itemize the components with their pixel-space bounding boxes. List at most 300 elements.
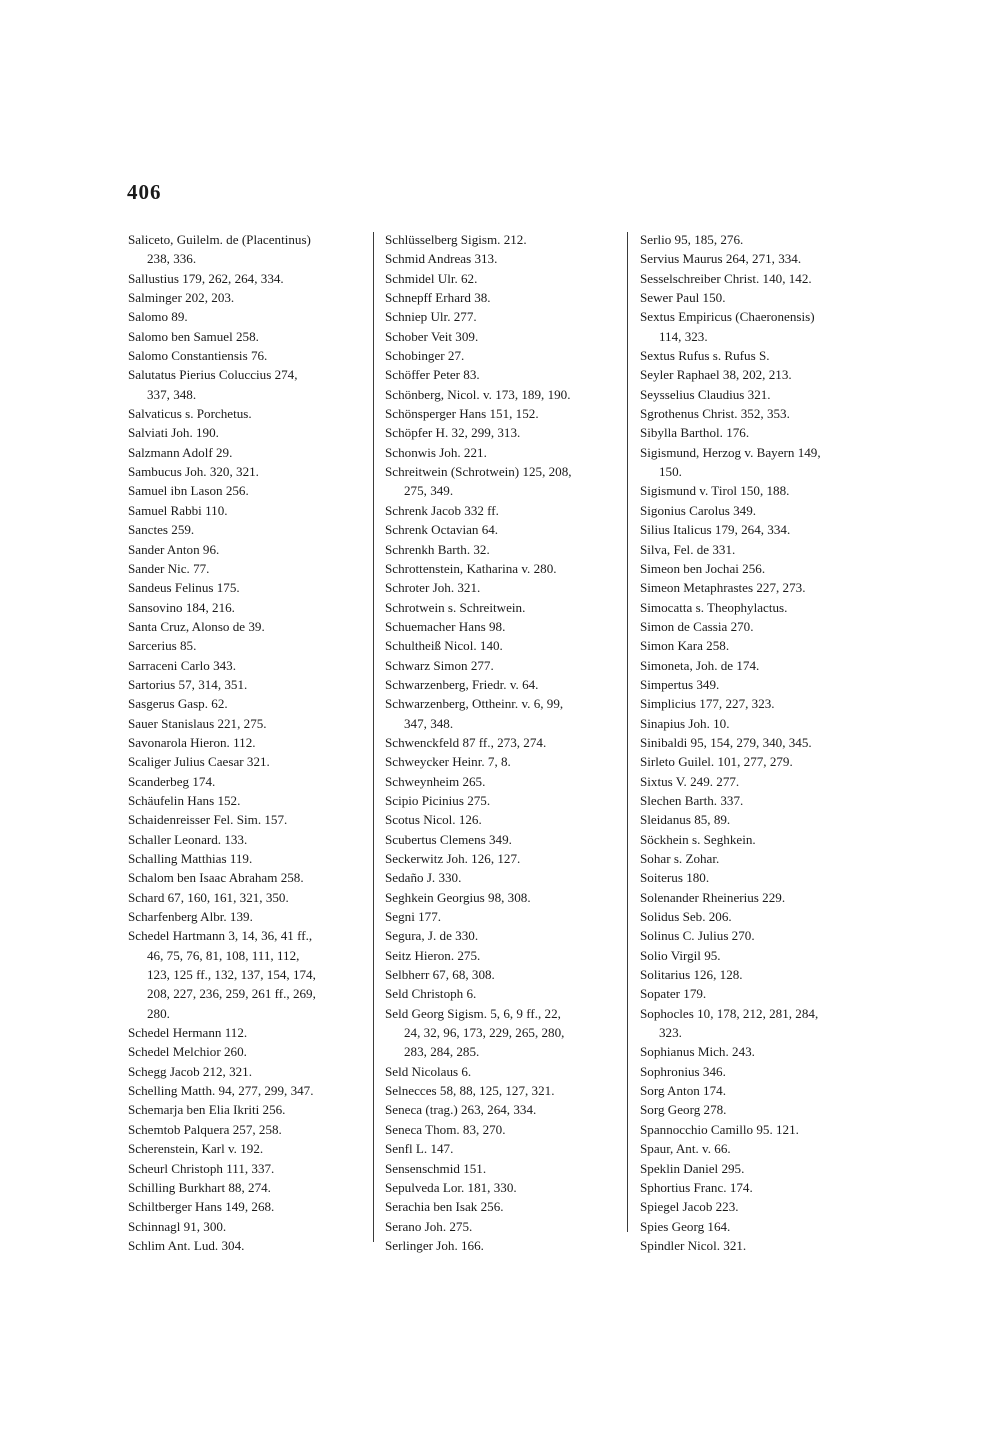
index-entry-text: Schelling Matth. 94, 277, 299, 347. (128, 1083, 314, 1099)
index-entry (640, 636, 885, 655)
index-entry (385, 849, 625, 868)
index-entry (385, 288, 625, 307)
index-entry (385, 1236, 625, 1255)
index-entry-continuation: 24, 32, 96, 173, 229, 265, 280, (404, 1025, 565, 1041)
index-entry-text: Seghkein Georgius 98, 308. (385, 889, 531, 905)
index-entry (385, 307, 625, 326)
index-entry-continuation: 123, 125 ff., 132, 137, 154, 174, (147, 967, 316, 983)
index-entry-text: Solenander Rheinerius 229. (640, 889, 786, 905)
index-entry-text: Sarraceni Carlo 343. (128, 657, 236, 673)
index-entry-text: Servius Maurus 264, 271, 334. (640, 251, 802, 267)
index-entry (640, 810, 885, 829)
index-entry-text: Solio Virgil 95. (640, 947, 721, 963)
index-entry-text: Scaliger Julius Caesar 321. (128, 754, 270, 770)
index-entry (385, 965, 625, 984)
index-entry (128, 830, 373, 849)
index-entry (128, 423, 373, 442)
index-entry-text: Savonarola Hieron. 112. (128, 734, 256, 750)
index-entry-text: Schnepff Erhard 38. (385, 290, 491, 306)
index-entry (128, 907, 373, 926)
index-entry-text: Söckhein s. Seghkein. (640, 831, 756, 847)
index-entry-continuation: 208, 227, 236, 259, 261 ff., 269, (147, 986, 316, 1002)
index-entry-text: Schiltberger Hans 149, 268. (128, 1199, 275, 1215)
index-entry-text: Schroter Joh. 321. (385, 580, 481, 596)
index-entry-text: Schard 67, 160, 161, 321, 350. (128, 889, 289, 905)
index-entry (385, 385, 625, 404)
index-entry-text: Schemarja ben Elia Ikriti 256. (128, 1102, 286, 1118)
index-entry-text: Spindler Nicol. 321. (640, 1237, 747, 1253)
index-entry (640, 1236, 885, 1255)
index-entry (385, 1081, 625, 1100)
index-entry (385, 346, 625, 365)
index-entry (385, 617, 625, 636)
index-entry-text: Sansovino 184, 216. (128, 599, 235, 615)
index-entry (640, 830, 885, 849)
index-entry-text: Schrenkh Barth. 32. (385, 541, 490, 557)
index-entry-text: Schäufelin Hans 152. (128, 792, 241, 808)
index-entry (385, 1159, 625, 1178)
index-entry (385, 269, 625, 288)
index-entry (128, 540, 373, 559)
index-entry-text: Seneca Thom. 83, 270. (385, 1121, 506, 1137)
index-entry (128, 1120, 373, 1139)
index-entry (128, 714, 373, 733)
index-entry (128, 926, 373, 1023)
index-entry (640, 365, 885, 384)
index-entry-text: Schrotwein s. Schreitwein. (385, 599, 526, 615)
index-entry (128, 1159, 373, 1178)
index-entry-text: Sophocles 10, 178, 212, 281, 284, (640, 1005, 819, 1021)
index-entry (640, 269, 885, 288)
index-entry-text: Schilling Burkhart 88, 274. (128, 1179, 271, 1195)
index-entry-continuation: 283, 284, 285. (404, 1044, 480, 1060)
index-entry (128, 481, 373, 500)
index-entry-text: Simon Kara 258. (640, 638, 730, 654)
index-entry (128, 443, 373, 462)
index-entry-text: Sohar s. Zohar. (640, 851, 720, 866)
index-entry-text: Samuel Rabbi 110. (128, 502, 228, 518)
index-entry-text: Sensenschmid 151. (385, 1160, 487, 1176)
index-entry-text: Schonwis Joh. 221. (385, 444, 487, 460)
index-entry-text: Sleidanus 85, 89. (640, 812, 731, 828)
index-entry (640, 675, 885, 694)
index-entry (640, 1042, 885, 1061)
index-entry-text: Sopater 179. (640, 986, 707, 1002)
index-entry (128, 501, 373, 520)
index-entry-text: Simpertus 349. (640, 676, 720, 692)
index-entry (385, 230, 625, 249)
index-entry-text: Schweycker Heinr. 7, 8. (385, 754, 511, 770)
index-entry-text: Seld Nicolaus 6. (385, 1063, 472, 1079)
index-entry (385, 1139, 625, 1158)
index-entry (385, 694, 625, 733)
index-entry (640, 907, 885, 926)
index-entry-text: Serlio 95, 185, 276. (640, 232, 744, 247)
index-entry-continuation: 275, 349. (404, 483, 454, 499)
index-entry (128, 307, 373, 326)
index-entry-text: Schober Veit 309. (385, 328, 479, 344)
index-entry-text: Schmid Andreas 313. (385, 251, 498, 267)
index-entry-text: Schwenckfeld 87 ff., 273, 274. (385, 734, 547, 750)
index-entry-text: Spannocchio Camillo 95. 121. (640, 1121, 799, 1137)
index-entry-text: Schaller Leonard. 133. (128, 831, 248, 847)
index-entry (385, 1100, 625, 1119)
index-entry (128, 752, 373, 771)
index-entry-text: Seld Christoph 6. (385, 986, 477, 1002)
index-entry (128, 404, 373, 423)
index-column-3 (640, 230, 885, 1255)
index-entry-text: Santa Cruz, Alonso de 39. (128, 618, 265, 634)
index-entry (385, 791, 625, 810)
index-entry (640, 501, 885, 520)
index-entry-text: Schuemacher Hans 98. (385, 618, 506, 634)
index-entry (385, 868, 625, 887)
index-entry (385, 1062, 625, 1081)
index-entry (385, 598, 625, 617)
index-entry (128, 1217, 373, 1236)
index-entry (640, 540, 885, 559)
index-entry (640, 946, 885, 965)
index-entry-text: Simocatta s. Theophylactus. (640, 599, 788, 615)
index-entry (640, 1081, 885, 1100)
index-entry-text: Solitarius 126, 128. (640, 967, 743, 983)
index-entry (640, 385, 885, 404)
column-rule (373, 232, 374, 1242)
index-entry (640, 1197, 885, 1216)
index-entry (128, 559, 373, 578)
index-entry-text: Selnecces 58, 88, 125, 127, 321. (385, 1083, 555, 1099)
index-entry (640, 559, 885, 578)
index-entry-text: Schegg Jacob 212, 321. (128, 1063, 253, 1079)
index-entry (128, 810, 373, 829)
index-entry-text: Spies Georg 164. (640, 1218, 731, 1234)
index-entry (385, 327, 625, 346)
index-entry-text: Schultheiß Nicol. 140. (385, 638, 503, 654)
index-entry (640, 520, 885, 539)
index-entry-text: Sandeus Felinus 175. (128, 580, 240, 596)
index-entry-text: Sixtus V. 249. 277. (640, 773, 740, 789)
index-entry (640, 1217, 885, 1236)
index-entry (385, 1217, 625, 1236)
index-entry-text: Sallustius 179, 262, 264, 334. (128, 270, 284, 286)
index-entry (640, 791, 885, 810)
index-entry-text: Sinibaldi 95, 154, 279, 340, 345. (640, 734, 812, 750)
index-entry (640, 1100, 885, 1119)
index-entry (385, 365, 625, 384)
index-entry (640, 230, 885, 249)
index-entry (128, 617, 373, 636)
index-entry (640, 288, 885, 307)
index-entry-text: Salomo ben Samuel 258. (128, 328, 259, 344)
index-entry-text: Sophronius 346. (640, 1063, 726, 1079)
index-entry-continuation: 337, 348. (147, 386, 197, 402)
index-entry-text: Schalom ben Isaac Abraham 258. (128, 870, 304, 886)
index-entry-text: Scharfenberg Albr. 139. (128, 909, 253, 925)
index-entry-text: Schwarz Simon 277. (385, 657, 494, 673)
index-entry (640, 578, 885, 597)
index-entry (385, 830, 625, 849)
index-entry-text: Schemtob Palquera 257, 258. (128, 1121, 282, 1137)
index-entry (385, 501, 625, 520)
page-number: 406 (127, 180, 162, 204)
index-entry-text: Simon de Cassia 270. (640, 618, 754, 634)
index-entry (640, 598, 885, 617)
index-entry-text: Salomo 89. (128, 309, 188, 325)
index-entry (385, 540, 625, 559)
index-entry-text: Sanctes 259. (128, 522, 195, 538)
index-entry (640, 346, 885, 365)
index-entry (385, 520, 625, 539)
index-entry-text: Serano Joh. 275. (385, 1218, 473, 1234)
index-entry (128, 1236, 373, 1255)
index-entry-text: Sorg Georg 278. (640, 1102, 727, 1118)
index-entry-text: Solidus Seb. 206. (640, 909, 732, 925)
index-entry-text: Seysselius Claudius 321. (640, 386, 771, 402)
index-entry (385, 888, 625, 907)
index-entry-text: Sophianus Mich. 243. (640, 1044, 755, 1060)
index-entry (640, 307, 885, 346)
index-entry-text: Scherenstein, Karl v. 192. (128, 1141, 264, 1157)
index-entry (385, 926, 625, 945)
index-entry (385, 675, 625, 694)
index-entry-text: Schwarzenberg, Ottheinr. v. 6, 99, (385, 696, 564, 712)
index-entry-text: Sextus Empiricus (Chaeronensis) (640, 309, 815, 325)
index-entry-text: Sesselschreiber Christ. 140, 142. (640, 270, 812, 286)
index-entry (640, 849, 885, 868)
index-entry (385, 559, 625, 578)
index-entry (640, 1004, 885, 1043)
index-entry (128, 462, 373, 481)
index-entry-text: Sigismund, Herzog v. Bayern 149, (640, 444, 821, 460)
index-entry-text: Sepulveda Lor. 181, 330. (385, 1179, 517, 1195)
index-entry-continuation: 46, 75, 76, 81, 108, 111, 112, (147, 947, 300, 963)
index-entry (640, 656, 885, 675)
index-entry-text: Schedel Hermann 112. (128, 1025, 248, 1041)
index-entry-text: Sander Nic. 77. (128, 560, 210, 576)
index-entry-text: Schönsperger Hans 151, 152. (385, 406, 539, 422)
index-entry (640, 752, 885, 771)
index-entry-text: Salutatus Pierius Coluccius 274, (128, 367, 298, 383)
index-entry-text: Schweynheim 265. (385, 773, 486, 789)
index-entry-text: Sander Anton 96. (128, 541, 220, 557)
index-entry-text: Sartorius 57, 314, 351. (128, 676, 248, 692)
index-entry (385, 656, 625, 675)
index-entry-text: Salviati Joh. 190. (128, 425, 219, 441)
index-entry (128, 288, 373, 307)
index-entry-text: Segura, J. de 330. (385, 928, 479, 944)
index-entry-continuation: 114, 323. (659, 328, 708, 344)
index-entry (640, 714, 885, 733)
index-entry-text: Schrenk Octavian 64. (385, 522, 499, 538)
index-entry (640, 926, 885, 945)
index-entry-text: Speklin Daniel 295. (640, 1160, 745, 1176)
index-entry-text: Salzmann Adolf 29. (128, 444, 233, 460)
index-entry-text: Selbherr 67, 68, 308. (385, 967, 495, 983)
index-entry (640, 1159, 885, 1178)
index-entry-text: Silius Italicus 179, 264, 334. (640, 522, 791, 538)
index-entry (128, 269, 373, 288)
index-entry-text: Schobinger 27. (385, 348, 465, 364)
index-entry-text: Sasgerus Gasp. 62. (128, 696, 228, 712)
index-entry-text: Schönberg, Nicol. v. 173, 189, 190. (385, 386, 571, 402)
index-entry-text: Salminger 202, 203. (128, 290, 235, 306)
index-entry-text: Salvaticus s. Porchetus. (128, 406, 252, 422)
index-entry-text: Sedaño J. 330. (385, 870, 462, 886)
index-entry (640, 984, 885, 1003)
index-entry (640, 1120, 885, 1139)
index-entry-text: Seld Georg Sigism. 5, 6, 9 ff., 22, (385, 1005, 561, 1021)
index-entry-text: Solinus C. Julius 270. (640, 928, 755, 944)
index-entry-text: Sambucus Joh. 320, 321. (128, 464, 259, 480)
index-entry-text: Spaur, Ant. v. 66. (640, 1141, 731, 1157)
index-entry (385, 404, 625, 423)
index-entry-text: Sarcerius 85. (128, 638, 197, 654)
index-entry (128, 791, 373, 810)
index-entry (385, 443, 625, 462)
index-entry-text: Simeon Metaphrastes 227, 273. (640, 580, 806, 596)
index-entry (128, 1081, 373, 1100)
index-entry-text: Schalling Matthias 119. (128, 851, 253, 866)
index-entry (128, 520, 373, 539)
index-entry (128, 578, 373, 597)
index-entry (640, 404, 885, 423)
index-entry-text: Schedel Melchior 260. (128, 1044, 247, 1060)
index-entry-text: Sirleto Guilel. 101, 277, 279. (640, 754, 793, 770)
index-entry-text: Slechen Barth. 337. (640, 792, 744, 808)
index-entry-text: Sextus Rufus s. Rufus S. (640, 348, 770, 364)
index-entry (640, 733, 885, 752)
index-entry-text: Sewer Paul 150. (640, 290, 726, 306)
index-entry (385, 907, 625, 926)
index-entry-text: Sigismund v. Tirol 150, 188. (640, 483, 790, 499)
index-entry (385, 1004, 625, 1062)
index-entry-text: Simoneta, Joh. de 174. (640, 657, 760, 673)
index-entry (640, 481, 885, 500)
index-entry-text: Sigonius Carolus 349. (640, 502, 757, 518)
index-entry (385, 636, 625, 655)
index-entry (640, 1139, 885, 1158)
index-entry-text: Schniep Ulr. 277. (385, 309, 477, 325)
index-entry-text: Segni 177. (385, 909, 442, 925)
index-entry (640, 1178, 885, 1197)
index-column-2 (385, 230, 625, 1255)
index-entry-text: Senfl L. 147. (385, 1141, 454, 1157)
index-entry-text: Schwarzenberg, Friedr. v. 64. (385, 676, 539, 692)
index-entry-text: Schöffer Peter 83. (385, 367, 480, 383)
index-entry-text: Schlim Ant. Lud. 304. (128, 1237, 245, 1253)
index-entry (385, 772, 625, 791)
index-entry-text: Samuel ibn Lason 256. (128, 483, 249, 499)
index-entry (128, 1062, 373, 1081)
index-entry (128, 888, 373, 907)
index-entry-text: Seyler Raphael 38, 202, 213. (640, 367, 792, 383)
index-entry-text: Schmidel Ulr. 62. (385, 270, 478, 286)
index-column-1 (128, 230, 373, 1255)
index-entry (640, 772, 885, 791)
index-entry-text: Serlinger Joh. 166. (385, 1237, 484, 1253)
index-entry (128, 636, 373, 655)
index-entry (385, 984, 625, 1003)
index-entry-text: Seitz Hieron. 275. (385, 947, 481, 963)
index-entry-text: Scubertus Clemens 349. (385, 831, 512, 847)
index-entry-text: Seneca (trag.) 263, 264, 334. (385, 1102, 537, 1118)
index-entry-continuation: 347, 348. (404, 715, 454, 731)
index-entry-text: Schöpfer H. 32, 299, 313. (385, 425, 521, 441)
index-entry (640, 423, 885, 442)
index-entry (640, 249, 885, 268)
index-entry (128, 230, 373, 269)
index-entry (640, 443, 885, 482)
index-entry (385, 1120, 625, 1139)
index-entry (128, 1197, 373, 1216)
index-entry-text: Schinnagl 91, 300. (128, 1218, 227, 1234)
index-entry (128, 346, 373, 365)
index-entry-text: Sibylla Barthol. 176. (640, 425, 750, 441)
index-entry (128, 327, 373, 346)
index-entry-text: Scheurl Christoph 111, 337. (128, 1160, 275, 1176)
index-entry-text: Schaidenreisser Fel. Sim. 157. (128, 812, 288, 828)
index-entry-text: Sphortius Franc. 174. (640, 1179, 753, 1195)
index-entry (128, 694, 373, 713)
index-entry (385, 578, 625, 597)
index-entry (128, 849, 373, 868)
index-entry-text: Serachia ben Isak 256. (385, 1199, 504, 1215)
index-entry (640, 965, 885, 984)
index-entry-text: Scipio Picinius 275. (385, 792, 491, 808)
index-entry (385, 1178, 625, 1197)
index-entry (385, 249, 625, 268)
index-entry-continuation: 150. (659, 464, 682, 480)
index-entry (640, 694, 885, 713)
index-entry (640, 1062, 885, 1081)
index-entry (385, 752, 625, 771)
index-entry (385, 462, 625, 501)
index-entry (128, 675, 373, 694)
index-entry-text: Schrottenstein, Katharina v. 280. (385, 560, 557, 576)
index-entry-continuation: 280. (147, 1005, 170, 1021)
index-entry (128, 365, 373, 404)
index-entry (128, 656, 373, 675)
index-entry (640, 617, 885, 636)
index-entry-text: Simeon ben Jochai 256. (640, 560, 766, 576)
index-entry (128, 1042, 373, 1061)
index-entry-text: Sorg Anton 174. (640, 1083, 726, 1099)
index-entry-text: Sgrothenus Christ. 352, 353. (640, 406, 790, 422)
index-entry-text: Soiterus 180. (640, 870, 710, 886)
index-entry-text: Spiegel Jacob 223. (640, 1199, 739, 1215)
index-entry-text: Schrenk Jacob 332 ff. (385, 502, 499, 518)
index-entry (128, 1023, 373, 1042)
index-entry-text: Sauer Stanislaus 221, 275. (128, 715, 267, 731)
index-entry (640, 888, 885, 907)
index-entry (385, 946, 625, 965)
index-entry-text: Sinapius Joh. 10. (640, 715, 730, 731)
index-entry (128, 1178, 373, 1197)
index-entry (128, 868, 373, 887)
column-rule (627, 232, 628, 1232)
index-entry (128, 733, 373, 752)
index-entry-continuation: 238, 336. (147, 251, 197, 267)
index-entry-text: Silva, Fel. de 331. (640, 541, 736, 557)
index-entry-text: Saliceto, Guilelm. de (Placentinus) (128, 232, 311, 247)
index-entry-text: Schlüsselberg Sigism. 212. (385, 232, 527, 247)
index-entry-text: Schedel Hartmann 3, 14, 36, 41 ff., (128, 928, 313, 944)
index-entry-text: Scanderbeg 174. (128, 773, 216, 789)
index-entry (385, 810, 625, 829)
index-entry (385, 1197, 625, 1216)
index-entry-text: Scotus Nicol. 126. (385, 812, 482, 828)
index-entry-text: Schreitwein (Schrotwein) 125, 208, (385, 464, 572, 480)
